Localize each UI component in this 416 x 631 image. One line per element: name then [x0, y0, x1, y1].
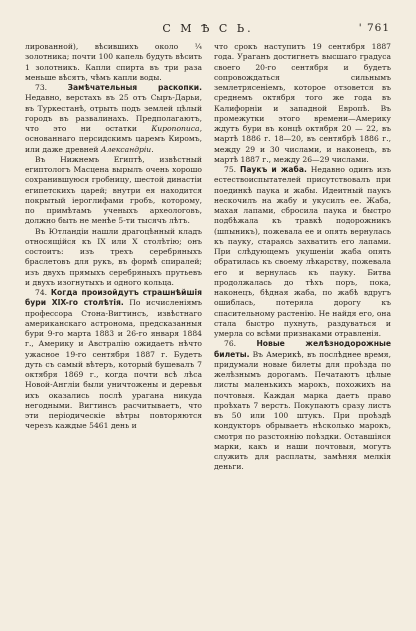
right-column: [214, 42, 391, 602]
section-74: [25, 288, 202, 432]
section-heading: Когда произойдутъ страшнѣйшія бури XIX-го столѣтія.: [25, 288, 202, 308]
section-text: По исчисленіямъ профессора Стона-Вигтинсъ, извѣстнаго американскаго астронома, предсказанныя бури 9-го марта 1883 и 26-го января 1884 г., Америку и Австралію ожидаетъ нѣчто ужасное 19-го сентября 1887 г. Будетъ дуть съ самый вѣтеръ, который бушевалъ 7 октября 1869 г., когда почти всѣ лѣса Новой-Англіи были уничтожены и деревья ихъ оказались послѣ урагана никуда негодными. Вигтинсъ расчитываетъ, что эти періодическіе вѣтры повторяются черезъ каждые 5461 день и: [25, 298, 202, 431]
section-text: Недавно одинъ изъ естествоиспытателей присутствовалъ при поединкѣ паука и жабы. Идеитный паукъ нескочилъ на жабу и укусилъ ее. Жаба, махая лапами, сбросила паука и быстро подбѣжала къ травкѣ подорожникъ (шпыникъ), пожевала ее и опять вернулась къ пауку, стараясь захватить его лапами. При слѣдующемъ укушеніи жаба опять обратилась къ своему лѣкарству, пожевала его и вернулась къ пауку. Битва продолжалась до тѣхъ поръ, пока, наконецъ, бѣдная жаба, по жабѣ вдругъ ошиблась, потеряла дорогу къ спасительному растенію. Не найдя его, она стала быстро пухнуть, раздуваться и умерла со всѣми признаками отравленія.: [214, 165, 392, 338]
section-heading: Замѣчательныя раскопки.: [67, 83, 202, 92]
section-heading: Новые желѣзнодорожные билеты.: [214, 339, 391, 359]
italic-term: Киропописа,: [151, 124, 202, 133]
left-column: [25, 42, 202, 602]
paragraph: Въ Ютландіи нашли драгоцѣнный кладъ относящійся къ IX или X столѣтію; онъ состоитъ: изъ трехъ серебряныхъ браслетовъ для рукъ, въ формѣ спиралей; изъ двухъ прямыхъ серебряныхъ прутьевъ и двухъ изогнутыхъ и одного кольца.: [25, 226, 202, 287]
section-73: [25, 83, 202, 155]
paragraph: Въ Нижнемъ Египтѣ, извѣстный египтологъ Масцена вырылъ очень хорошо сохранившуюся гробницу, шестой династіи египетскихъ царей; внутри ея находится покрытый іероглифами гробъ, которому, по примѣтамъ ученыхъ археологовъ, должно быть не менѣе 5-ти тысячъ лѣтъ.: [25, 154, 202, 226]
italic-term: Александріи.: [100, 144, 154, 154]
paragraph-continuation: что срокъ наступитъ 19 сентября 1887 года. Ураганъ достигнетъ высшаго градуса своего 20-го сентября и будетъ сопровождаться сильнымъ землетрясеніемъ, которое отзовется въ среднемъ октября того же года въ Калифорніи и западной Европѣ. Въ промежутки этого времени—Америку ждутъ бури въ концѣ октября 20 — 22, въ мартѣ 1886 г. 18—20, въ сентябрѣ 1886 г., между 29 и 30 числами, и наконецъ, въ мартѣ 1887 г., между 26—29 числами.: [214, 42, 391, 164]
section-text: Въ Америкѣ, въ послѣднее время, придумали новые билеты для проѣзда по желѣзнымъ дорогамъ. Печатаютъ цѣлые листы маленькихъ марокъ, похожихъ на почтовыя. Каждая марка даетъ право проѣхать 7 верстъ. Покупаютъ сразу листъ въ 50 или 100 штукъ. При проѣздѣ кондукторъ обрываетъ нѣсколько марокъ, смотря по разстоянію поѣздки. Оставшіяся марки, какъ и наши почтовыя, могутъ служить для расплаты, замѣняя мелкія деньги.: [214, 349, 391, 472]
section-76: [214, 339, 391, 472]
section-number: 73.: [35, 83, 48, 92]
section-number: 74.: [35, 288, 48, 297]
paragraph-continuation: лированной), вѣсившихъ около ¼ золотника; почти 100 капель будуть вѣсить 1 золотникъ. Капли спирта въ три раза меньше вѣсятъ, чѣмъ капли воды.: [25, 42, 202, 82]
section-text: основаннаго персидскимъ царемъ Киромъ, или даже древней: [25, 134, 202, 154]
section-75: [214, 165, 391, 339]
section-text: Недавно, верстахъ въ 25 отъ Сыръ-Дарьи, въ Туркестанѣ, отрыть подъ землей цѣлый городъ въ развалинахъ. Предполагаютъ, что это ни остатки: [25, 93, 202, 133]
text-columns: [25, 42, 391, 602]
section-heading: Паукъ и жаба.: [239, 165, 307, 174]
section-number: 75.: [224, 165, 237, 174]
running-head: С М Ѣ С Ь.: [162, 22, 254, 35]
page-number: ' 761: [358, 22, 390, 34]
section-number: 76.: [224, 339, 237, 349]
